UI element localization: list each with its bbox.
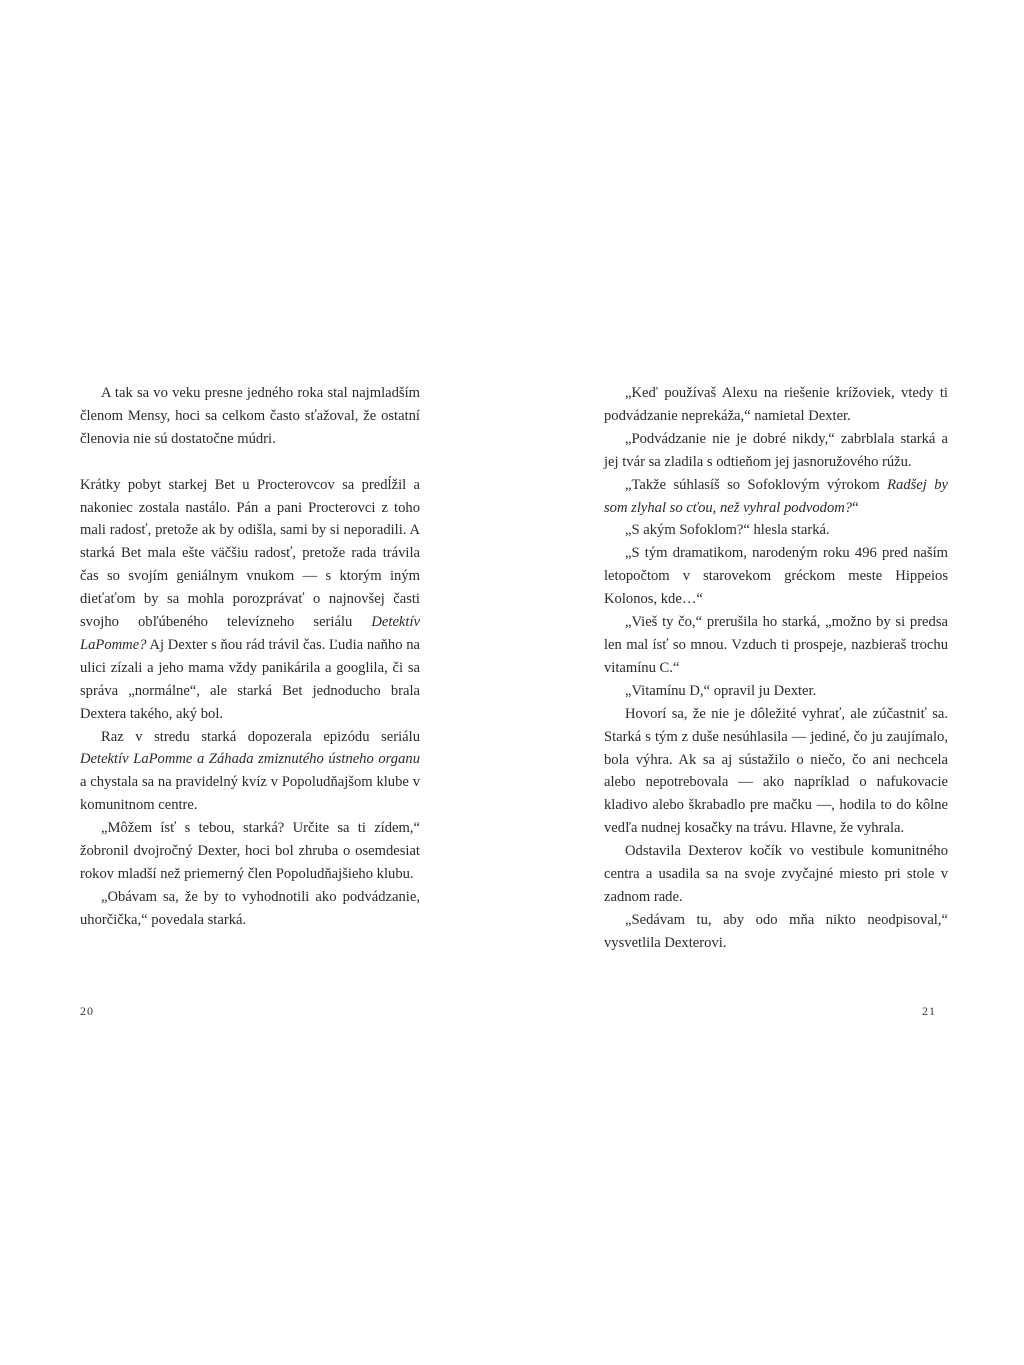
paragraph: „S akým Sofoklom?“ hlesla starká. xyxy=(625,522,830,539)
paragraph: „Obávam sa, že by to vyhodnotili ako podvádzanie, uhorčička,“ povedala starká. xyxy=(80,888,420,928)
paragraph-text: Aj Dexter s ňou rád trávil čas. Ľudia naňho na ulici zízali a jeho mama vždy panikárila a googlila, či sa správa „normálne“, ale starká Bet jednoducho brala Dextera takého, aký bol. xyxy=(80,636,420,722)
paragraph: „Podvádzanie nie je dobré nikdy,“ zabrblala starká a jej tvár sa zladila s odtieňom jej jasnoružového rúžu. xyxy=(604,430,948,470)
paragraph: Odstavila Dexterov kočík vo vestibule komunitného centra a usadila sa na svoje zvyčajné miesto pri stole v zadnom rade. xyxy=(604,843,948,905)
paragraph-text: “ xyxy=(852,499,859,516)
episode-title-italic: Detektív LaPomme a Záhada zmiznutého ústneho organu xyxy=(80,751,420,768)
paragraph-text: „Takže súhlasíš so Sofoklovým výrokom xyxy=(625,476,888,493)
paragraph: „Vieš ty čo,“ prerušila ho starká, „možno by si predsa len mal ísť so mnou. Vzduch ti prospeje, nazbieraš trochu vitamínu C.“ xyxy=(604,614,948,676)
paragraph-text: a chystala sa na pravidelný kvíz v Popoludňajšom klube v komunitnom centre. xyxy=(80,774,420,814)
paragraph: „Sedávam tu, aby odo mňa nikto neodpisoval,“ vysvetlila Dexterovi. xyxy=(604,911,948,951)
paragraph-text: Raz v stredu starká dopozerala epizódu seriálu xyxy=(101,728,420,745)
paragraph: „Vitamínu D,“ opravil ju Dexter. xyxy=(625,682,817,699)
page-number: 20 xyxy=(80,1004,94,1018)
series-title-italic: Detektív LaPomme? xyxy=(80,614,420,653)
page-number: 21 xyxy=(922,1004,936,1018)
paragraph: „S tým dramatikom, narodeným roku 496 pred naším letopočtom v starovekom gréckom meste Hippeios Kolonos, kde…“ xyxy=(604,545,948,608)
paragraph-text: Krátky pobyt starkej Bet u Procterovcov sa predĺžil a nakoniec zostala nastálo. Pán a pani Procterovci z toho mali radosť, pretože ak by odišla, sami by si neporadili. A starká Bet mala ešte väčšiu radosť, pretože rada trávila čas so svojím geniálnym vnukom — s ktorým iným dieťaťom by sa mohla porozprávať o najnovšej časti svojho obľúbeného televízneho seriálu xyxy=(80,476,420,631)
right-page xyxy=(512,0,1024,1365)
paragraph xyxy=(604,474,948,520)
paragraph: „Keď používaš Alexu na riešenie krížoviek, vtedy ti podvádzanie neprekáža,“ namietal Dexter. xyxy=(604,385,948,424)
right-text-block xyxy=(604,382,948,955)
paragraph: Hovorí sa, že nie je dôležité vyhrať, ale zúčastniť sa. Starká s tým z duše nesúhlasila — jediné, čo ju zaujímalo, bola výhra. Ak sa aj sústažilo o niečo, čo ani nechcela alebo nepotrebovala — ako napríklad o nafukovacie kladivo alebo škrabadlo pre mačku —, hodila to do kôlne vedľa nudnej kosačky na trávu. Hlavne, že vyhrala. xyxy=(604,705,948,837)
paragraph xyxy=(80,726,420,818)
quote-italic: Radšej by som zlyhal so cťou, než vyhral podvodom? xyxy=(604,476,948,516)
paragraph: „Môžem ísť s tebou, starká? Určite sa ti zídem,“ žobronil dvojročný Dexter, hoci bol zhruba o osemdesiat rokov mladší než priemerný člen Popoludňajšieho klubu. xyxy=(80,820,420,883)
paragraph xyxy=(80,474,420,726)
paragraph: A tak sa vo veku presne jedného roka stal najmladším členom Mensy, hoci sa celkom často sťažoval, že ostatní členovia nie sú dostatočne múdri. xyxy=(80,385,420,447)
left-text-block xyxy=(80,382,420,932)
